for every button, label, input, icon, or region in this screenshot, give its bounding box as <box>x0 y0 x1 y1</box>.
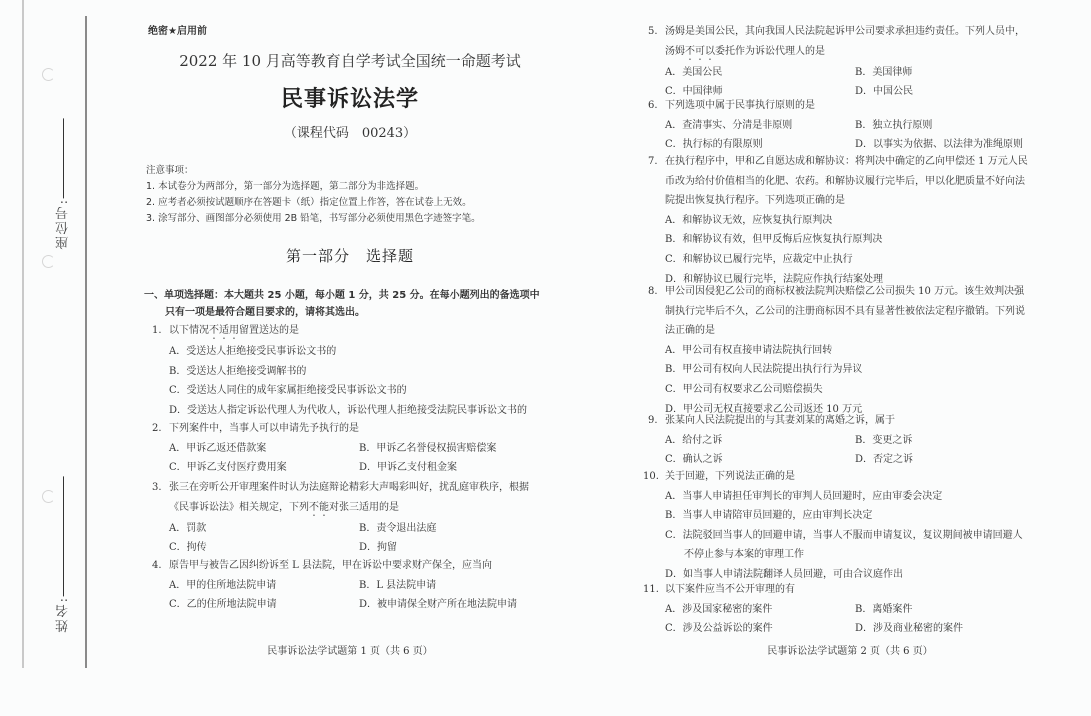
question-stem: 以下案件应当不公开审理的有 <box>665 584 795 595</box>
page-footer: 民事诉讼法学试题第 1 页（共 6 页） <box>267 646 433 657</box>
option: C．甲公司有权要求乙公司赔偿损失 <box>665 383 823 395</box>
option: A．和解协议无效，应恢复执行原判决 <box>665 214 833 226</box>
option: C．受送达人同住的成年家属拒绝接受民事诉讼文书的 <box>169 385 407 397</box>
option: C．涉及公益诉讼的案件 <box>665 623 773 635</box>
exam-page-2 <box>640 0 1060 716</box>
option: A．受送达人拒绝接受民事诉讼文书的 <box>169 346 337 357</box>
question-6 <box>648 96 1063 155</box>
option: C．拘传 <box>169 542 207 554</box>
question-8 <box>648 282 1063 419</box>
question-number: 4. <box>152 560 162 571</box>
question-4 <box>152 556 567 615</box>
question-number: 1. <box>152 325 162 336</box>
question-stem: 张某向人民法院提出的与其妻刘某的离婚之诉，属于 <box>665 415 895 426</box>
question-stem: 下列选项中属于民事执行原则的是 <box>665 100 815 111</box>
question-number: 2. <box>152 423 162 434</box>
option: B．甲公司有权向人民法院提出执行行为异议 <box>665 364 863 376</box>
option: D．否定之诉 <box>855 454 914 466</box>
seat-number-line <box>63 118 64 198</box>
question-stem: 以下情况 <box>169 325 209 336</box>
option: D．和解协议已履行完毕，法院应作执行结案处理 <box>665 273 884 285</box>
option-continued: 不停止参与本案的审理工作 <box>684 549 804 561</box>
question-stem: 对张三适用的是 <box>329 501 399 513</box>
question-stem: 委托作为诉讼代理人的是 <box>715 45 825 57</box>
exam-notes <box>146 163 481 227</box>
note-item: 1. 本试卷分为两部分，第一部分为选择题，第二部分为非选择题。 <box>146 181 425 192</box>
option: D．以事实为依据、以法律为准绳原则 <box>855 139 1024 151</box>
question-5 <box>648 22 1063 102</box>
question-number: 6. <box>648 100 658 111</box>
question-number: 9. <box>648 415 658 426</box>
option: C．和解协议已履行完毕，应裁定中止执行 <box>665 253 853 265</box>
part-title: 第一部分 选择题 <box>285 247 414 265</box>
subject-title: 民事诉讼法学 <box>280 86 419 112</box>
punch-hole-icon <box>42 68 55 81</box>
exam-title: 2022 年 10 月高等教育自学考试全国统一命题考试 <box>179 52 521 70</box>
question-stem: 关于回避，下列说法正确的是 <box>665 471 795 482</box>
question-number: 8. <box>648 286 658 297</box>
option: A．涉及国家秘密的案件 <box>665 603 773 615</box>
note-item: 3. 涂写部分、画图部分必须使用 2B 铅笔，书写部分必须使用黑色字迹签字笔。 <box>146 213 481 224</box>
option: B．变更之诉 <box>855 434 913 446</box>
option: A．美国公民 <box>665 66 723 78</box>
question-9 <box>648 411 1063 470</box>
punch-hole-icon <box>42 255 55 268</box>
question-10 <box>643 467 1058 585</box>
question-stem: 原告甲与被告乙因纠纷诉至 L 县法院，甲在诉讼中要求财产保全，应当向 <box>169 560 492 571</box>
question-stem: 张三在旁听公开审理案件时认为法庭辩论精彩大声喝彩叫好，扰乱庭审秩序，根据 <box>169 482 529 493</box>
option: D．中国公民 <box>855 86 914 98</box>
question-1 <box>152 321 567 420</box>
option: B．责令退出法庭 <box>359 522 437 534</box>
option: D．拘留 <box>359 542 398 554</box>
emphasis-text: 不可以 <box>685 45 715 57</box>
note-item: 2. 应考者必须按试题顺序在答题卡（纸）指定位置上作答，答在试卷上无效。 <box>146 197 472 208</box>
option: D．涉及商业秘密的案件 <box>855 623 964 635</box>
option: D．甲公司无权直接要求乙公司返还 10 万元 <box>665 403 863 415</box>
question-stem: 院提出恢复执行程序。下列选项正确的是 <box>665 195 845 207</box>
question-number: 7. <box>648 156 658 167</box>
question-stem: 制执行完毕后不久，乙公司的注册商标因不具有显著性被依法定程序撤销。下列说 <box>665 305 1025 317</box>
option: A．当事人申请担任审判长的审判人员回避时，应由审委会决定 <box>665 490 943 502</box>
option: D．甲诉乙支付租金案 <box>359 462 458 474</box>
question-stem: 《民事诉讼法》相关规定，下列 <box>169 501 309 513</box>
notes-title: 注意事项： <box>146 165 194 176</box>
option: A．查清事实、分清是非原则 <box>665 119 793 131</box>
binding-margin-outer-line <box>22 0 24 668</box>
secret-mark: 绝密★启用前 <box>148 26 207 37</box>
option: C．执行标的有限原则 <box>665 139 763 151</box>
name-line <box>63 476 64 596</box>
question-stem: 币改为给付价值相当的化肥、农药。和解协议履行完毕后，甲以化肥质量不好向法 <box>665 175 1025 187</box>
option: C．甲诉乙支付医疗费用案 <box>169 462 287 474</box>
course-code: （课程代码 00243） <box>283 126 417 141</box>
binding-margin-inner-line <box>85 16 87 668</box>
question-number: 5. <box>648 26 658 37</box>
question-stem: 汤姆 <box>665 45 685 57</box>
option: A．甲诉乙返还借款案 <box>169 442 267 454</box>
option: A．甲公司有权直接申请法院执行回转 <box>665 344 833 356</box>
section-intro-line: 一、单项选择题：本大题共 25 小题，每小题 1 分，共 25 分。在每小题列出的备选项中 <box>144 290 540 301</box>
seat-number-label: 座位号: <box>56 198 71 250</box>
option: B．和解协议有效，但甲反悔后应恢复执行原判决 <box>665 234 883 246</box>
option: C．法院驳回当事人的回避申请，当事人不服而申请复议，复议期间被申请回避人 <box>665 529 1023 541</box>
option: B．独立执行原则 <box>855 119 933 131</box>
name-field <box>54 470 73 632</box>
page-footer: 民事诉讼法学试题第 2 页（共 6 页） <box>767 646 933 657</box>
option: B．美国律师 <box>855 66 913 78</box>
question-stem: 法正确的是 <box>665 325 715 337</box>
question-3 <box>152 478 567 558</box>
emphasis-text: 不能 <box>309 501 329 513</box>
question-number: 3. <box>152 482 162 493</box>
option: B．离婚案件 <box>855 603 913 615</box>
question-stem: 汤姆是美国公民，其向我国人民法院起诉甲公司要求承担违约责任。下列人员中， <box>665 26 1025 37</box>
question-number: 10. <box>643 471 659 482</box>
question-stem: 在执行程序中，甲和乙自愿达成和解协议：将判决中确定的乙向甲偿还 1 万元人民 <box>665 156 1028 167</box>
seat-number-field <box>54 112 73 249</box>
option: A．给付之诉 <box>665 434 723 446</box>
option: D．如当事人申请法院翻译人员回避，可由合议庭作出 <box>665 568 904 580</box>
option: C．确认之诉 <box>665 454 723 466</box>
section-intro-line: 只有一项是最符合题目要求的，请将其选出。 <box>165 307 365 318</box>
question-stem: 甲公司因侵犯乙公司的商标权被法院判决赔偿乙公司损失 10 万元。该生效判决强 <box>665 286 1025 297</box>
option: D．受送达人指定诉讼代理人为代收人，诉讼代理人拒绝接受法院民事诉讼文书的 <box>169 404 528 416</box>
option: C．乙的住所地法院申请 <box>169 599 277 611</box>
question-11 <box>643 580 1058 639</box>
option: C．中国律师 <box>665 86 723 98</box>
question-stem: 留置送达的是 <box>239 325 299 336</box>
question-7 <box>648 152 1063 289</box>
option: A．甲的住所地法院申请 <box>169 579 277 591</box>
option: B．L 县法院申请 <box>359 579 437 591</box>
section-intro <box>144 287 554 321</box>
option: B．受送达人拒绝接受调解书的 <box>169 365 307 377</box>
name-label: 姓名: <box>56 596 71 633</box>
emphasis-text: 不适用 <box>209 325 239 336</box>
question-2 <box>152 419 567 478</box>
question-stem: 下列案件中，当事人可以申请先予执行的是 <box>169 423 359 434</box>
option: A．罚款 <box>169 522 207 534</box>
option: B．甲诉乙名誉侵权损害赔偿案 <box>359 442 497 454</box>
exam-page-1 <box>140 0 560 716</box>
option: B．当事人申请陪审员回避的，应由审判长决定 <box>665 510 873 522</box>
option: D．被申请保全财产所在地法院申请 <box>359 599 518 611</box>
question-number: 11. <box>643 584 659 595</box>
